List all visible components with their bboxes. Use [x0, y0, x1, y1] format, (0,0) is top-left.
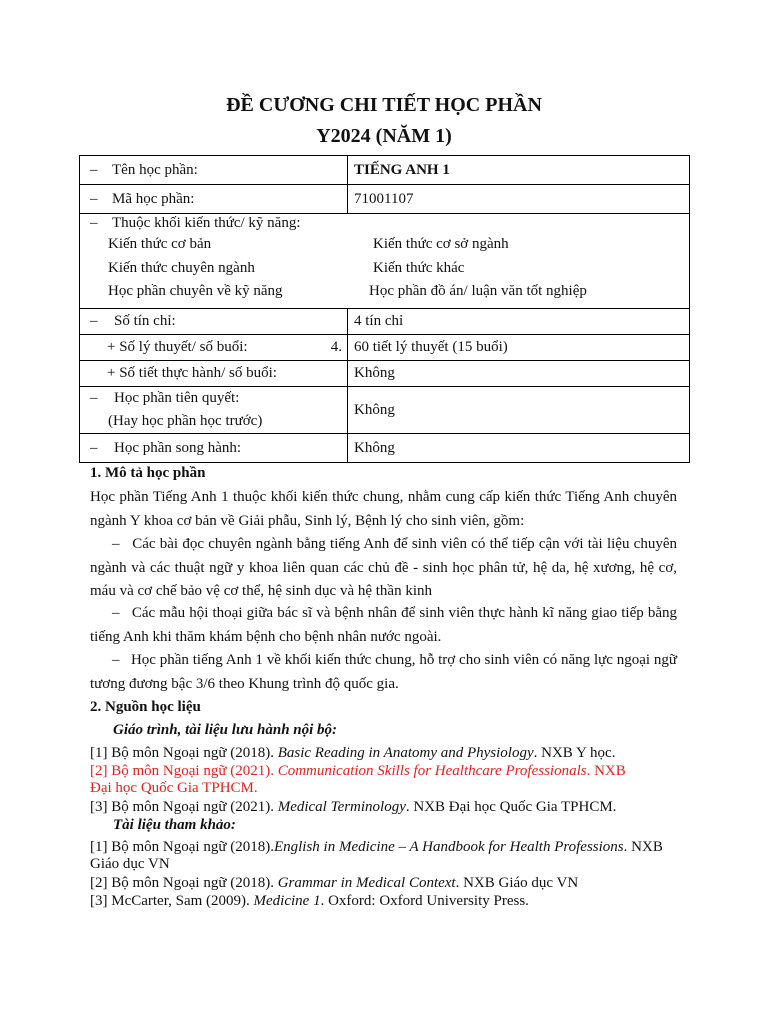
dash-marker: –: [90, 215, 98, 231]
course-code-label: Mã học phần:: [112, 190, 195, 207]
row-course-name: [80, 156, 690, 185]
practice-value: Không: [348, 361, 690, 387]
reference-item-highlighted: [2] Bộ môn Ngoại ngữ (2021). Communication Skills for Healthcare Professionals. NXB Đại học Quốc Gia TPHCM.: [90, 763, 626, 796]
section-2-subheading-internal: Giáo trình, tài liệu lưu hành nội bộ:: [113, 722, 338, 738]
section-2-subheading-references: Tài liệu tham khảo:: [113, 817, 236, 833]
theory-value: 60 tiết lý thuyết (15 buổi): [348, 335, 690, 361]
dash-marker: –: [90, 390, 98, 406]
knowledge-option: Kiến thức chuyên ngành: [108, 259, 255, 276]
parallel-value: Không: [348, 434, 690, 463]
practice-label: + Số tiết thực hành/ số buổi:: [107, 365, 277, 381]
section-1-bullet: – Các mẫu hội thoại giữa bác sĩ và bệnh nhân để sinh viên thực hành kĩ năng giao tiếp bằng tiếng Anh khi thăm khám bệnh cho bệnh nhân nước ngoài.: [90, 605, 678, 645]
dash-marker: –: [90, 313, 98, 329]
section-1-bullet: – Học phần tiếng Anh 1 về khối kiến thức chung, hỗ trợ cho sinh viên có năng lực ngoại ngữ tương đương bậc 3/6 theo Khung trình độ quốc gia.: [90, 652, 678, 692]
course-info-table: [79, 155, 690, 463]
knowledge-option: Học phần đồ án/ luận văn tốt nghiệp: [369, 283, 587, 299]
knowledge-option: Kiến thức khác: [373, 259, 465, 276]
dash-marker: –: [112, 652, 120, 668]
row-parallel: [80, 434, 690, 463]
parallel-label: Học phần song hành:: [114, 439, 242, 456]
row-course-code: [80, 185, 690, 214]
prerequisite-note: (Hay học phần học trước): [108, 413, 263, 429]
prerequisite-value: Không: [348, 387, 690, 434]
reference-item: [3] Bộ môn Ngoại ngữ (2021). Medical Terminology. NXB Đại học Quốc Gia TPHCM.: [90, 799, 617, 815]
row-prerequisite: [80, 387, 690, 434]
knowledge-option: Kiến thức cơ sở ngành: [373, 236, 509, 252]
knowledge-option: Kiến thức cơ bản: [108, 236, 212, 252]
credits-value: 4 tín chỉ: [348, 309, 690, 335]
course-name-value: TIẾNG ANH 1: [348, 156, 690, 185]
credits-label: Số tín chỉ:: [114, 313, 176, 329]
row-practice: [80, 361, 690, 387]
dash-marker: –: [112, 536, 120, 552]
reference-item: [2] Bộ môn Ngoại ngữ (2018). Grammar in Medical Context. NXB Giáo dục VN: [90, 875, 579, 891]
row-knowledge-block: [80, 214, 690, 309]
dash-marker: –: [90, 439, 98, 456]
theory-number: 4.: [330, 339, 342, 355]
section-2-heading: 2. Nguồn học liệu: [90, 699, 201, 715]
knowledge-option: Học phần chuyên về kỹ năng: [108, 283, 283, 299]
dash-marker: –: [90, 190, 98, 207]
dash-marker: –: [90, 161, 98, 178]
section-1-bullet: – Các bài đọc chuyên ngành bằng tiếng Anh để sinh viên có thể tiếp cận với tài liệu chuyên ngành và các thuật ngữ y khoa liên quan các chủ đề - sinh học phân tử, hệ da, hệ xương, hệ cơ, máu và cơ chế bảo vệ cơ thể, hệ sinh dục và hệ thần kinh: [90, 536, 677, 599]
section-1-heading: 1. Mô tả học phần: [90, 465, 206, 481]
document-title: ĐỀ CƯƠNG CHI TIẾT HỌC PHẦN: [226, 94, 542, 116]
prerequisite-label: Học phần tiên quyết:: [114, 390, 240, 406]
reference-item: [1] Bộ môn Ngoại ngữ (2018).English in Medicine – A Handbook for Health Professions. NXB Giáo dục VN: [90, 839, 663, 872]
course-code-value: 71001107: [348, 185, 690, 214]
reference-item: [3] McCarter, Sam (2009). Medicine 1. Oxford: Oxford University Press.: [90, 893, 529, 909]
course-name-label: Tên học phần:: [112, 161, 198, 178]
reference-item: [1] Bộ môn Ngoại ngữ (2018). Basic Reading in Anatomy and Physiology. NXB Y học.: [90, 745, 616, 761]
knowledge-block-label: Thuộc khối kiến thức/ kỹ năng:: [112, 215, 301, 231]
document-subtitle: Y2024 (NĂM 1): [316, 125, 452, 147]
theory-label: + Số lý thuyết/ số buổi:: [107, 339, 248, 355]
row-theory: [80, 335, 690, 361]
dash-marker: –: [112, 605, 120, 621]
row-credits: [80, 309, 690, 335]
section-1-intro: Học phần Tiếng Anh 1 thuộc khối kiến thức chung, nhằm cung cấp kiến thức Tiếng Anh chuyên ngành Y khoa cơ bản về Giải phẫu, Sinh lý, Bệnh lý cho sinh viên, gồm:: [90, 489, 677, 529]
